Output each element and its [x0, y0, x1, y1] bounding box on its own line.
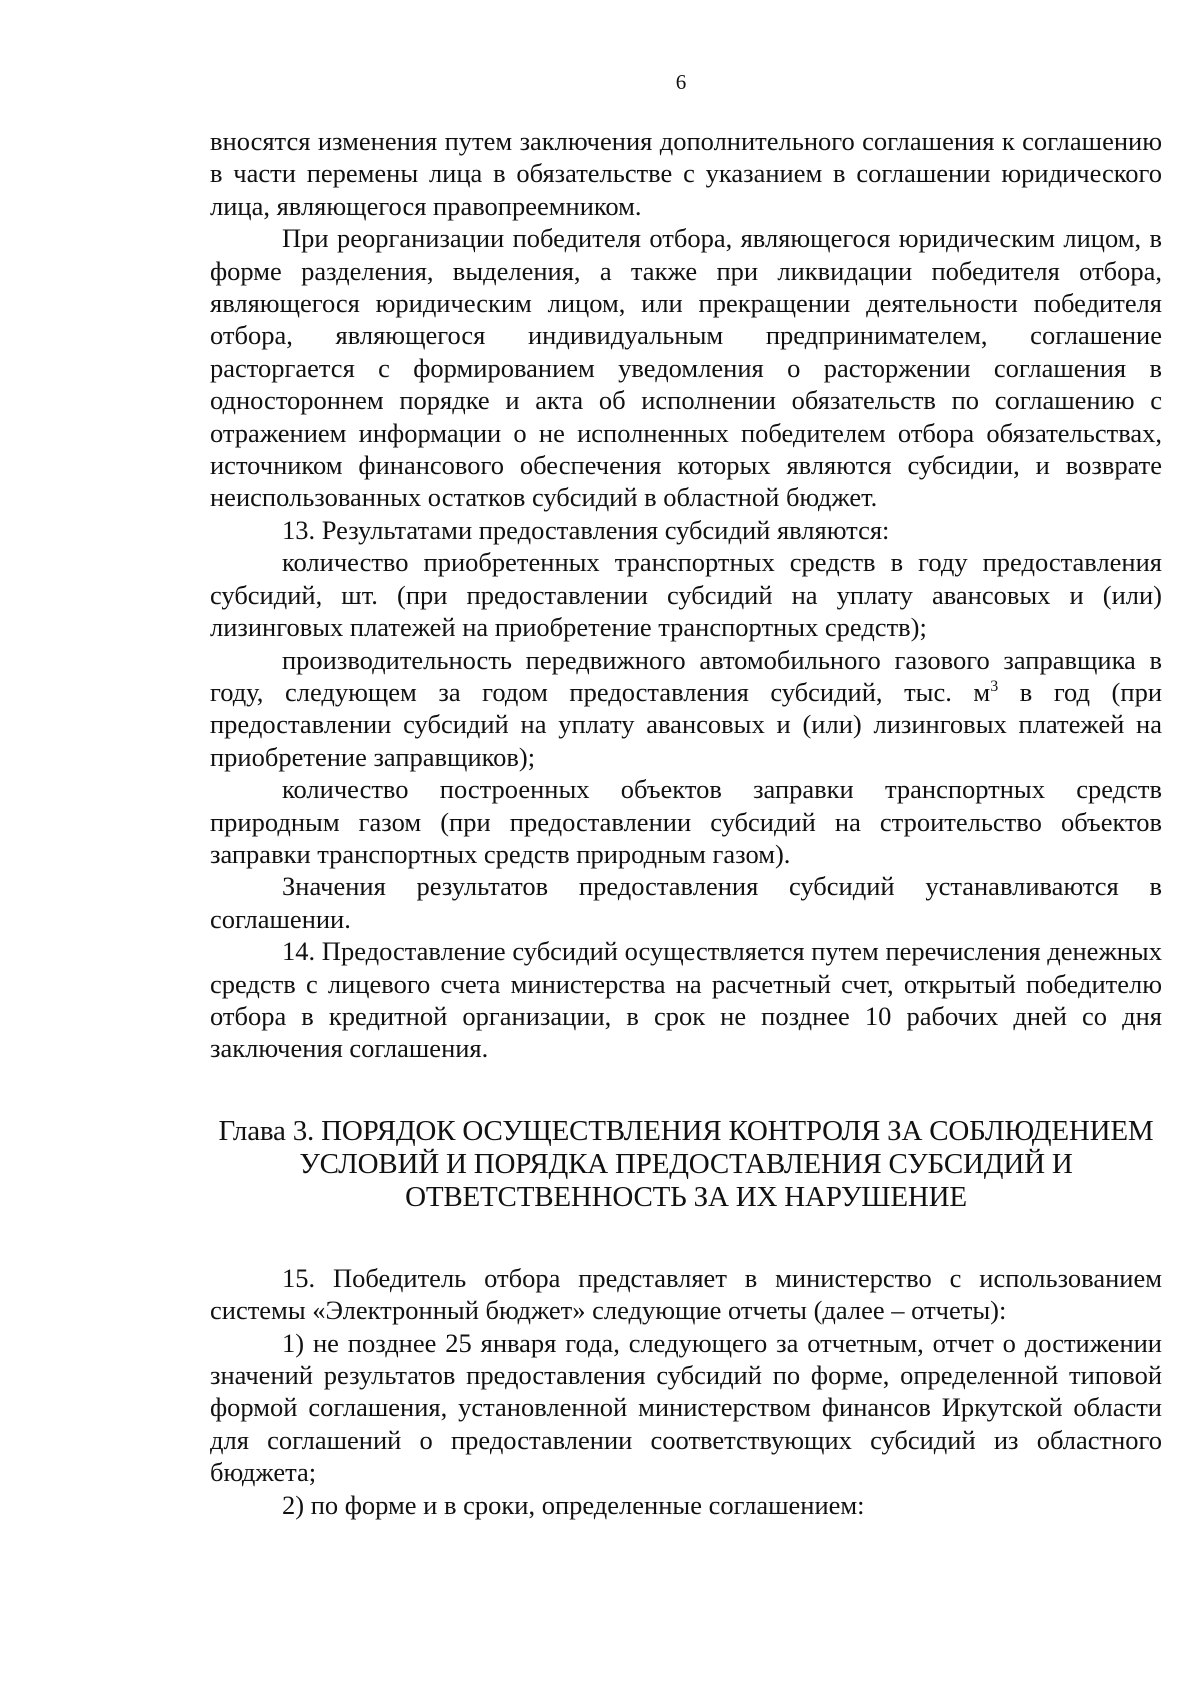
paragraph-15-reports: 15. Победитель отбора представляет в министерство с использованием системы «Электронный бюджет» следующие отчеты (далее – отчеты): — [210, 1262, 1162, 1326]
paragraph-reorganization: При реорганизации победителя отбора, являющегося юридическим лицом, в форме разделения, выделения, а также при ликвидации победителя отбора, являющегося юридическим лицом, или прекращении деятельности победителя отбора, являющегося индивидуальным предпринимателем, соглашение расторгается с формированием уведомления о расторжении соглашения в одностороннем порядке и акта об исполнении обязательств по соглашению с отражением информации о не исполненных победителем отбора обязательствах, источником финансового обеспечения которых являются субсидии, и возврате неиспользованных остатков субсидий в областной бюджет. — [210, 223, 1162, 513]
paragraph-14-payment: 14. Предоставление субсидий осуществляется путем перечисления денежных средств с лицевого счета министерства на расчетный счет, открытый победителю отбора в кредитной организации, в срок не позднее 10 рабочих дней со дня заключения соглашения. — [210, 936, 1162, 1064]
paragraph-gas-refueler-text-b: в год (при предоставлении субсидий на уплату авансовых и (или) лизинговых платежей на приобретение заправщиков); — [210, 676, 1162, 772]
paragraph-15-item-2: 2) по форме и в сроки, определенные соглашением: — [282, 1489, 865, 1520]
paragraph-15-item-1: 1) не позднее 25 января года, следующего за отчетным, отчет о достижении значений результатов предоставления субсидий по форме, определенной типовой формой соглашения, установленной министерством финансов Иркутской области для соглашений о предоставлении соответствующих субсидий из областного бюджета; — [210, 1327, 1162, 1488]
paragraph-13-results: 13. Результатами предоставления субсидий являются: — [282, 514, 890, 545]
paragraph-gas-refueler-text-a: производительность передвижного автомобильного газового заправщика в году, следующем за годом предоставления субсидий, тыс. м — [210, 644, 1162, 707]
chapter-title-line-3: ОТВЕТСТВЕННОСТЬ ЗА ИХ НАРУШЕНИЕ — [405, 1180, 967, 1213]
paragraph-stations-count: количество построенных объектов заправки транспортных средств природным газом (при предоставлении субсидий на строительство объектов заправки транспортных средств природным газом). — [210, 774, 1162, 869]
paragraph-gas-refueler — [210, 644, 1162, 774]
chapter-title-line-2: УСЛОВИЙ И ПОРЯДКА ПРЕДОСТАВЛЕНИЯ СУБСИДИЙ И — [299, 1147, 1073, 1180]
page-number: 6 — [675, 70, 687, 94]
paragraph-result-values: Значения результатов предоставления субсидий устанавливаются в соглашении. — [210, 871, 1162, 934]
document-page — [210, 70, 1162, 1521]
paragraph-continuation: вносятся изменения путем заключения дополнительного соглашения к соглашению в части перемены лица в обязательстве с указанием в соглашении юридического лица, являющегося правопреемником. — [210, 126, 1162, 221]
chapter-3-title — [210, 1115, 1162, 1214]
paragraph-vehicles-count: количество приобретенных транспортных средств в году предоставления субсидий, шт. (при предоставлении субсидий на уплату авансовых и (или) лизинговых платежей на приобретение транспортных средств); — [210, 547, 1162, 643]
chapter-title-line-1: Глава 3. ПОРЯДОК ОСУЩЕСТВЛЕНИЯ КОНТРОЛЯ ЗА СОБЛЮДЕНИЕМ — [218, 1114, 1154, 1147]
superscript-cube: 3 — [990, 678, 999, 696]
